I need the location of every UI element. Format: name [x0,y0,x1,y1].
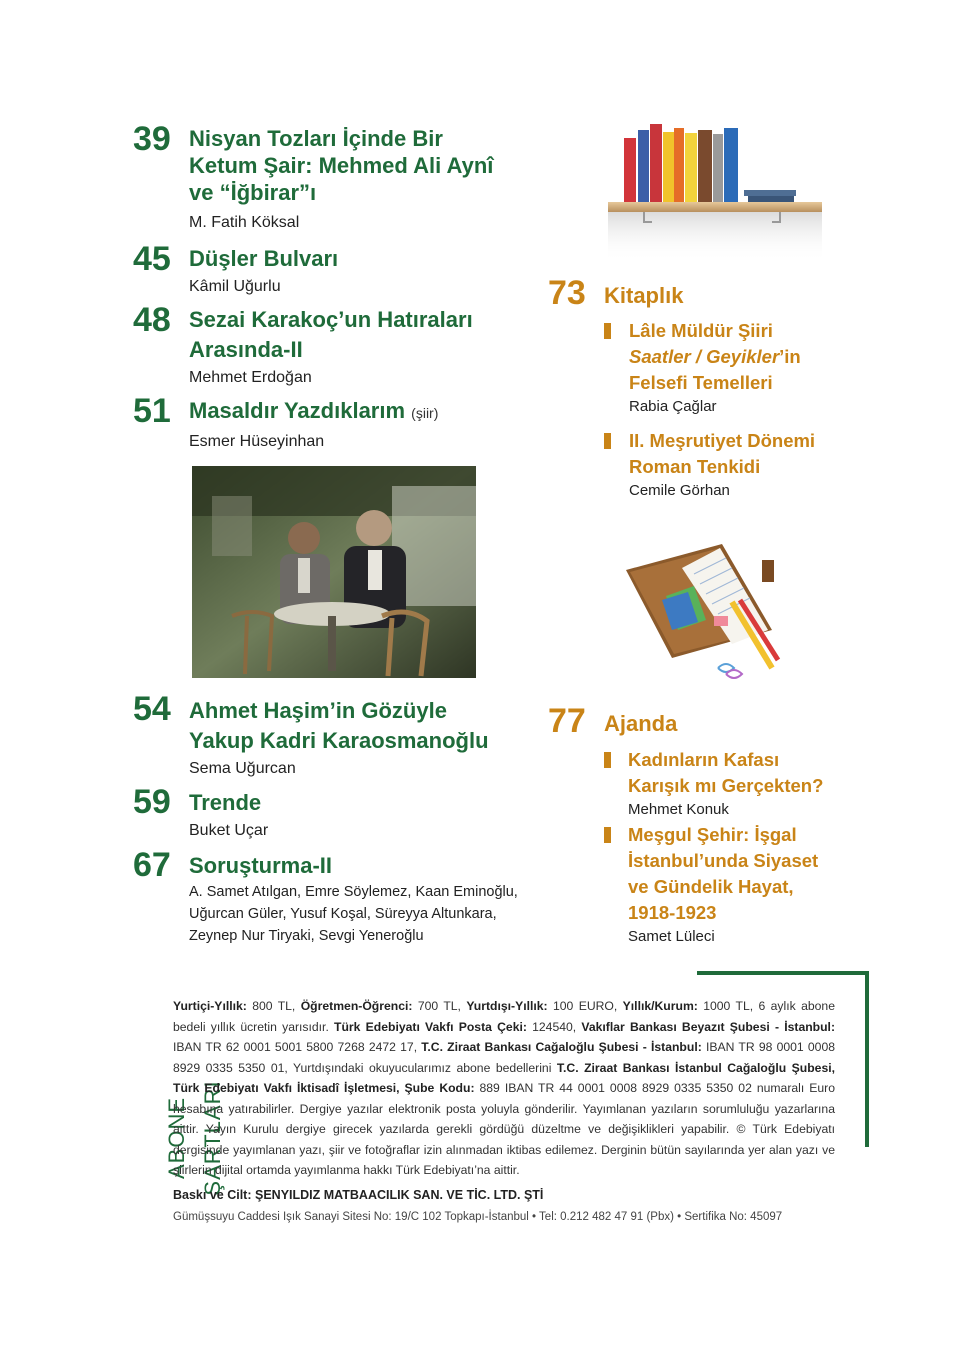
ajanda-item-2[interactable] [604,822,864,948]
item-title: Kadınların Kafası Karışık mı Gerçekten? [628,749,824,796]
abone-text-run: 100 EURO, [547,999,623,1013]
abone-text-run: IBAN TR 62 0001 5001 5800 7268 2472 17, [173,1040,422,1054]
entry-title: Düşler Bulvarı [189,246,339,271]
abone-text-run: Yıllık/Kurum: [622,999,698,1013]
bullet-marker [604,752,611,768]
bullet-marker [604,827,611,843]
entry-title: Soruşturma-II [189,853,333,878]
entry-title: Nisyan Tozları İçinde Bir Ketum Şair: Mehmed Ali Aynî ve “İğbirar”ı [189,126,494,205]
item-author: Mehmet Konuk [628,801,729,818]
bookshelf-illustration [604,120,826,262]
kitaplik-item-2[interactable] [604,428,844,502]
abone-text-run: Vakıflar Bankası Beyazıt Şubesi - İstanbul: [581,1019,836,1034]
print-address: Gümüşsuyu Caddesi Işık Sanayi Sitesi No: 19/C 102 Topkapı-İstanbul • Tel: 0.212 482 47 91 (Pbx) • Sertifika No: 45097 [173,1211,783,1223]
bullet-marker [604,433,611,449]
abone-text-run: 1000 TL, 6 aylık abone bedeli yıllık ücretin yarısıdır. [173,999,835,1034]
abone-text-run: T.C. Ziraat Bankası İstanbul Cağaloğlu Şubesi, Türk Edebiyatı Vakfı İktisadî İşletmesi, Şube Kodu: [173,1060,835,1095]
abone-text-run: Yurtdışı-Yıllık: [466,999,548,1013]
abone-conditions-text [173,996,835,1181]
entry-title: Sezai Karakoç’un Hatıraları Arasında-II [189,307,473,362]
section-title-kitaplik[interactable]: Kitaplık [604,283,684,308]
entry-note: (şiir) [411,405,439,421]
abone-text-run: Türk Edebiyatı Vakfı Posta Çeki: [334,1019,527,1034]
section-title-ajanda[interactable]: Ajanda [604,711,678,736]
item-author: Rabia Çağlar [629,398,717,415]
entry-author: Mehmet Erdoğan [189,369,312,386]
entry-title: Trende [189,790,262,815]
notebook-illustration [622,540,788,682]
entry-author: Sema Uğurcan [189,760,296,777]
abone-text-run: Yurtiçi-Yıllık: [173,999,247,1013]
page-number: 48 [133,301,171,339]
item-author: Samet Lüleci [628,928,715,945]
entry-author: Buket Uçar [189,822,269,839]
abone-text-run: Öğretmen-Öğrenci: [300,999,413,1013]
entry-author: A. Samet Atılgan, Emre Söylemez, Kaan Eminoğlu, Uğurcan Güler, Yusuf Koşal, Süreyya Altunkara, Zeynep Nur Tiryaki, Sevgi Yeneroğlu [189,884,518,944]
abone-text-run: 700 TL, [412,999,467,1013]
item-title: Lâle Müldür Şiiri Saatler / Geyikler’in Felsefi Temelleri [629,320,801,393]
page-number: 51 [133,392,171,430]
abone-text-run: IBAN TR 98 0001 0008 8929 0335 5350 01, Yurtdışındaki okuyucularımız abone bedellerini [173,1040,836,1075]
abone-text-run: 124540, [526,1019,582,1034]
abone-vertical-label: ABONE ŞARTLARI [164,1080,225,1196]
ajanda-item-1[interactable] [604,747,864,821]
page-number: 54 [133,690,171,728]
historical-photo [192,466,476,678]
item-author: Cemile Görhan [629,482,730,499]
entry-title: Masaldır Yazdıklarım (şiir) [189,398,439,423]
bullet-marker [604,323,611,339]
item-title: Meşgul Şehir: İşgal İstanbul’unda Siyaset ve Gündelik Hayat, 1918-1923 [628,824,819,923]
abone-text-run: 800 TL, [246,999,301,1013]
section-number-ajanda: 77 [548,702,586,740]
abone-text-run: T.C. Ziraat Bankası Cağaloğlu Şubesi - İstanbul: [421,1040,702,1054]
page-number: 45 [133,240,171,278]
page-number: 39 [133,120,171,158]
page-number: 59 [133,783,171,821]
page-number: 67 [133,846,171,884]
abone-text-run: 889 IBAN TR 44 0001 0008 8929 0335 5350 02 numaralı Euro hesabına yatırabilirler. Dergiye yazılar elektronik posta yoluyla gönderilir. Yayımlanan yazıların sorumluluğu yazarlarına aittir. Yayın Kurulu dergiye girecek yazılarda gerekli gördüğü düzeltme ve değişiklikleri yapabilir. © Türk Edebiyatı dergisinde yayımlanan yazı, şiir ve fotoğraflar izin alınmadan iktibas edilemez. Derginin bütün sayılarında yer alan yazı ve şiirlerin dijital ortamda yayımlanma hakkı Türk Edebiyatı’na aittir. [173,1081,835,1177]
item-title: II. Meşrutiyet Dönemi Roman Tenkidi [629,430,816,477]
entry-author: Esmer Hüseyinhan [189,433,325,450]
kitaplik-item-1[interactable] [604,318,844,418]
entry-author: Kâmil Uğurlu [189,278,281,295]
entry-author: M. Fatih Köksal [189,214,300,231]
entry-title: Ahmet Haşim’in Gözüyle Yakup Kadri Karaosmanoğlu [189,698,489,753]
section-number-kitaplik: 73 [548,274,586,312]
print-info: Baskı ve Cilt: ŞENYILDIZ MATBAACILIK SAN. VE TİC. LTD. ŞTİ [173,1188,544,1202]
abone-frame-gap [135,960,697,980]
